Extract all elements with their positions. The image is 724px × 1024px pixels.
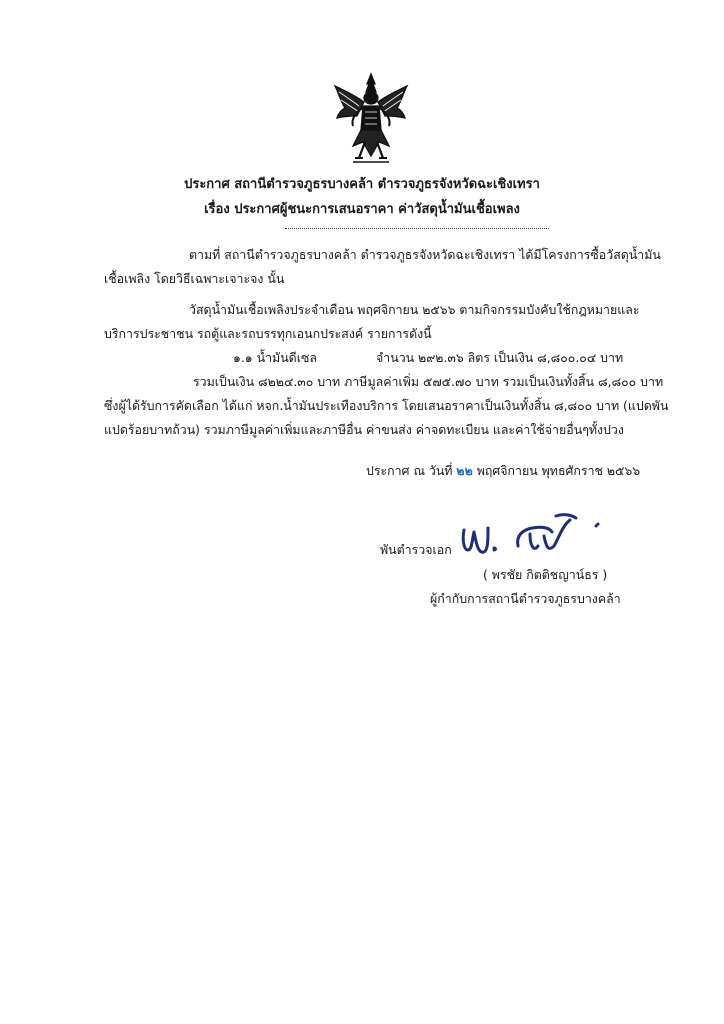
- announce-date: [366, 462, 640, 480]
- garuda-emblem-icon: [333, 72, 409, 164]
- dotted-divider: [285, 228, 549, 229]
- signer-rank: พันตำรวจเอก: [380, 542, 452, 557]
- paragraph-3-line-3: แปดร้อยบาทถ้วน) รวมภาษีมูลค่าเพิ่มและภาษีอื่น ค่าขนส่ง ค่าจดทะเบียน และค่าใช้จ่ายอื่นๆทั้งปวง: [104, 422, 624, 437]
- title-line-2: เรื่อง ประกาศผู้ชนะการเสนอราคา ค่าวัสดุน้ำมันเชื้อเพลง: [204, 202, 520, 217]
- signer-name: ( พรชัย กิตติชญาน์ธร ): [483, 567, 608, 582]
- signer-position: ผู้กำกับการสถานีตำรวจภูธรบางคล้า: [430, 591, 621, 606]
- paragraph-1-line-1: ตามที่ สถานีตำรวจภูธรบางคล้า ตำรวจภูธรจังหวัดฉะเชิงเทรา ได้มีโครงการซื้อวัสดุน้ำมัน: [189, 247, 661, 262]
- paragraph-2-line-2: บริการประชาชน รถตู้และรถบรรทุกเอนกประสงค์ รายการดังนี้: [104, 326, 432, 341]
- item-detail: จำนวน ๒๙๒.๓๖ ลิตร เป็นเงิน ๘,๘๐๐.๐๔ บาท: [376, 350, 624, 365]
- paragraph-2-line-1: วัสดุน้ำมันเชื้อเพลิงประจำเดือน พฤศจิกายน ๒๕๖๖ ตามกิจกรรมบังคับใช้กฎหมายและ: [189, 302, 640, 317]
- announce-prefix: ประกาศ ณ วันที่: [366, 463, 453, 478]
- handwritten-signature: [458, 506, 604, 566]
- paragraph-3-line-2: ซึ่งผู้ได้รับการคัดเลือก ได้แก่ หจก.น้ำมันประเทืองบริการ โดยเสนอราคาเป็นเงินทั้งสิ้น ๘,๘๐๐ บาท (แปดพัน: [104, 398, 669, 413]
- paragraph-1-line-2: เชื้อเพลิง โดยวิธีเฉพาะเจาะจง นั้น: [104, 271, 285, 286]
- title-line-1: ประกาศ สถานีตำรวจภูธรบางคล้า ตำรวจภูธรจังหวัดฉะเชิงเทรา: [184, 177, 540, 192]
- announce-suffix: พฤศจิกายน พุทธศักราช ๒๕๖๖: [476, 463, 641, 478]
- announce-day: ๒๒: [456, 463, 473, 478]
- paragraph-3-line-1: รวมเป็นเงิน ๘๒๒๔.๓๐ บาท ภาษีมูลค่าเพิ่ม ๕๗๕.๗๐ บาท รวมเป็นเงินทั้งสิ้น ๘,๘๐๐ บาท: [193, 374, 664, 389]
- item-name: ๑.๑ น้ำมันดีเซล: [233, 350, 317, 365]
